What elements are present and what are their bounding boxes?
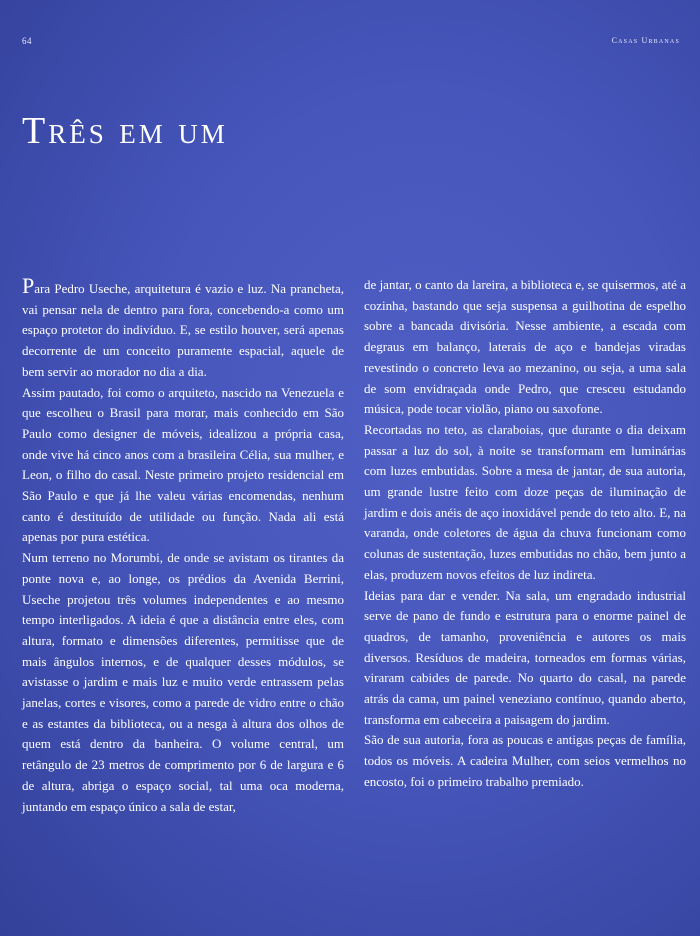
paragraph	[22, 275, 344, 383]
paragraph: Recortadas no teto, as claraboias, que durante o dia deixam passar a luz do sol, à noite se transformam em luminárias com luzes embutidas. Sobre a mesa de jantar, de sua autoria, um grande lustre feito com doze peças de iluminação de jardim e dois anéis de aço inoxidável pende do teto alto. E, na varanda, onde coletores de água da chuva funcionam como colunas de sustentação, luzes embutidas no chão, bem junto a elas, produzem novos efeitos de luz indireta.	[364, 421, 687, 582]
paragraph: Num terreno no Morumbi, de onde se avistam os tirantes da ponte nova e, ao longe, os prédios da Avenida Berrini, Useche projetou três volumes independentes e ao mesmo tempo interligados. A ideia é que a distância entre eles, com altura, formato e dimensões diferentes, permitisse que de mais ângulos internos, e de qualquer desses módulos, se avistasse o jardim e mais luz e muito verde entrassem pelas janelas, cortes e visores, como a parede de vidro entre o chão e as estantes da biblioteca, ou a nesga à altura dos olhos de quem está dentro da banheira. O volume central, um retângulo de 23 metros de comprimento por 6 de largura e 6 de altura, abriga o espaço social, tal uma oca moderna, juntando em espaço único a sala de estar,	[22, 550, 344, 814]
article-body	[22, 275, 686, 817]
drop-cap: P	[22, 273, 35, 298]
paragraph: Ideias para dar e vender. Na sala, um engradado industrial serve de pano de fundo e estrutura para o enorme painel de quadros, de tamanho, proveniência e autores os mais diversos. Resíduos de madeira, torneados em formas várias, viraram cabides de parede. No quarto do casal, na parede atrás da cama, um painel veneziano contínuo, quando aberto, transforma em cabeceira a paisagem do jardim.	[364, 587, 686, 727]
paragraph-text: ara Pedro Useche, arquitetura é vazio e luz. Na prancheta, vai pensar nela de dentro para fora, concebendo-a como um espaço protetor do indivíduo. E, se estilo houver, será apenas decorrente de um conceito puramente espacial, aquele de bem servir ao morador no dia a dia.	[22, 281, 344, 379]
paragraph: de jantar, o canto da lareira, a biblioteca e, se quisermos, até a cozinha, bastando que seja suspensa a guilhotina de espelho sobre a bancada divisória. Nesse ambiente, a escada com degraus em balanço, laterais de aço e bandejas viradas revestindo o concreto leva ao mezanino, ou seja, a uma sala de som envidraçada onde Pedro, que cresceu estudando música, pode tocar violão, piano ou saxofone.	[364, 277, 686, 417]
paragraph: Assim pautado, foi como o arquiteto, nascido na Venezuela e que escolheu o Brasil para morar, mais conhecido em São Paulo como designer de móveis, idealizou a própria casa, onde vive há cinco anos com a brasileira Célia, sua mulher, e Leon, o filho do casal. Neste primeiro projeto residencial em São Paulo e que já lhe valeu várias encomendas, nenhum canto é destituído de utilidade ou função. Nada ali está apenas por pura estética.	[22, 384, 344, 545]
paragraph: São de sua autoria, fora as poucas e antigas peças de família, todos os móveis. A cadeira Mulher, com seios vermelhos no encosto, foi o primeiro trabalho premiado.	[364, 732, 686, 789]
page-number: 64	[22, 36, 32, 46]
right-column	[364, 275, 686, 817]
article-title: Três em um	[22, 110, 228, 152]
left-column	[22, 275, 344, 817]
running-head: Casas Urbanas	[611, 36, 680, 45]
